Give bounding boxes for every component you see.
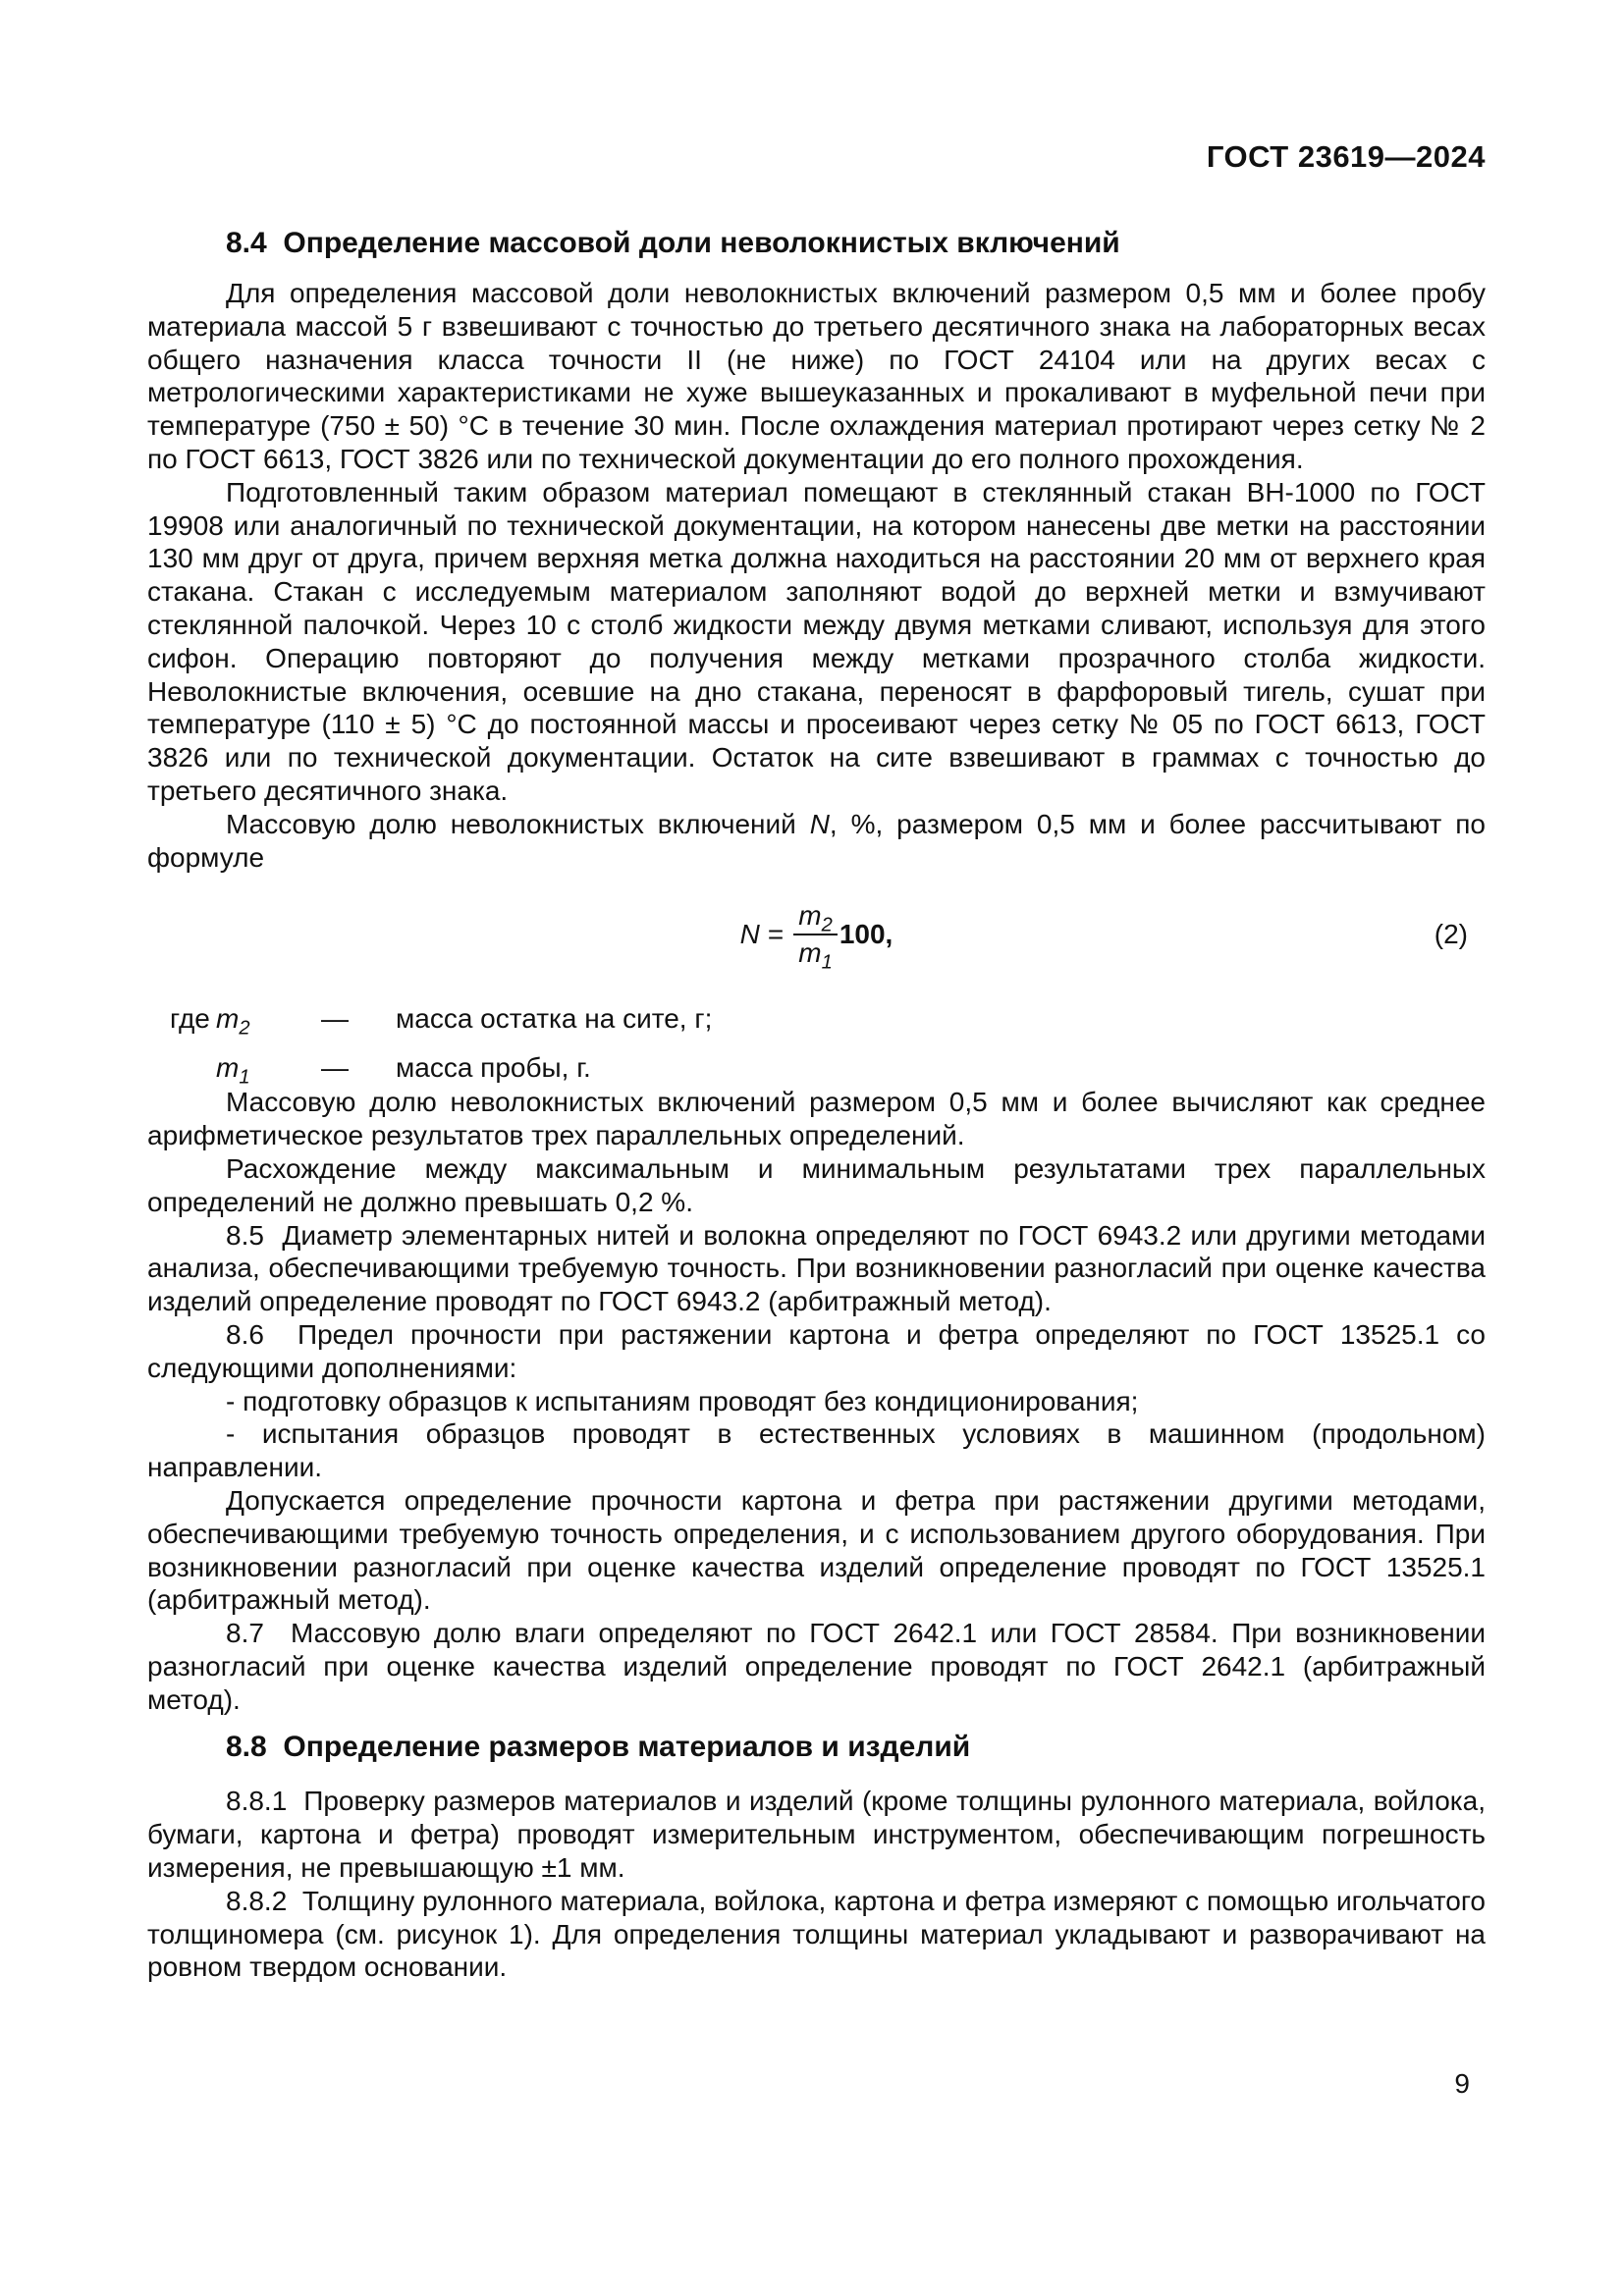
paragraph-8-5: 8.5 Диаметр элементарных нитей и волокна определяют по ГОСТ 6943.2 или другими методами анализа, обеспечивающими требуемую точность. При возникновении разногласий при оценке качества изделий определение проводят по ГОСТ 6943.2 (арбитражный метод). bbox=[147, 1219, 1486, 1317]
formula-intro-text-tail: , %, размером 0,5 мм и более рассчитывают по формуле bbox=[147, 808, 1486, 873]
list-item-machine-direction: - испытания образцов проводят в естественных условиях в машинном (продольном) направлении. bbox=[147, 1418, 1486, 1483]
formula-numerator bbox=[793, 900, 838, 935]
numerator-base: m bbox=[798, 900, 822, 932]
where-term-m2 bbox=[216, 1001, 321, 1040]
where-desc-m2: масса остатка на сите, г; bbox=[396, 1003, 713, 1035]
term-sub-m2: 2 bbox=[239, 1017, 250, 1040]
formula-lhs: N bbox=[739, 919, 760, 950]
page-content bbox=[147, 139, 1486, 1984]
formula-equals: = bbox=[767, 919, 785, 950]
formula-multiplier: 100, bbox=[839, 919, 893, 950]
doc-code-header: ГОСТ 23619—2024 bbox=[1206, 139, 1486, 174]
paragraph-8-7: 8.7 Массовую долю влаги определяют по ГОСТ 2642.1 или ГОСТ 28584. При возникновении разногласий при оценке качества изделий определение проводят по ГОСТ 2642.1 (арбитражный метод). bbox=[147, 1618, 1486, 1715]
where-label: где bbox=[170, 1003, 210, 1035]
where-row-m2 bbox=[170, 1001, 1486, 1040]
term-base-m2: m bbox=[216, 1003, 240, 1035]
paragraph-8-8-1: 8.8.1 Проверку размеров материалов и изделий (кроме толщины рулонного материала, войлока, бумаги, картона и фетра) проводят измерительным инструментом, обеспечивающим погрешность измерения, не превышающую ±1 мм. bbox=[147, 1786, 1486, 1884]
where-dash-m2: — bbox=[321, 1003, 349, 1035]
paragraph-8-4-2: Подготовленный таким образом материал помещают в стеклянный стакан ВН-1000 по ГОСТ 19908 или аналогичный по технической документации, на котором нанесены две метки на расстоянии 130 мм друг от друга, причем верхняя метка должна находиться на расстоянии 20 мм от верхнего края стакана. Стакан с исследуемым материалом заполняют водой до верхней метки и взмучивают стеклянной палочкой. Через 10 с столб жидкости между двумя метками сливают, используя для этого сифон. Операцию повторяют до получения между метками прозрачного столба жидкости. Неволокнистые включения, осевшие на дно стакана, переносят в фарфоровый тигель, сушат при температуре (110 ± 5) °С до постоянной массы и просеивают через сетку № 05 по ГОСТ 6613, ГОСТ 3826 или по технической документации. Остаток на сите взвешивают в граммах с точностью до третьего десятичного знака. bbox=[147, 476, 1486, 806]
paragraph-8-4-3: Массовую долю неволокнистых включений размером 0,5 мм и более вычисляют как среднее арифметическое результатов трех параллельных определений. bbox=[147, 1087, 1486, 1151]
formula-row bbox=[147, 883, 1486, 986]
term-sub-m1: 1 bbox=[239, 1066, 250, 1089]
paragraph-8-8-2: 8.8.2 Толщину рулонного материала, войлока, картона и фетра измеряют с помощью игольчатого толщиномера (см. рисунок 1). Для определения толщины материал укладывают и разворачивают на ровном твердом основании. bbox=[147, 1885, 1486, 1983]
list-item-conditioning: - подготовку образцов к испытаниям проводят без кондиционирования; bbox=[226, 1385, 1139, 1416]
section-heading-8-8: 8.8 Определение размеров материалов и изделий bbox=[226, 1731, 971, 1764]
term-base-m1: m bbox=[216, 1052, 240, 1084]
paragraph-8-4-1: Для определения массовой доли неволокнистых включений размером 0,5 мм и более пробу материала массой 5 г взвешивают с точностью до третьего десятичного знака на лабораторных весах общего назначения класса точности II (не ниже) по ГОСТ 24104 или на других весах с метрологическими характеристиками не хуже вышеуказанных и прокаливают в муфельной печи при температуре (750 ± 50) °С в течение 30 мин. После охлаждения материал протирают через сетку № 2 по ГОСТ 6613, ГОСТ 3826 или по технической документации до его полного прохождения. bbox=[147, 278, 1486, 474]
section-heading-8-4: 8.4 Определение массовой доли неволокнистых включений bbox=[226, 227, 1120, 259]
where-row-m1 bbox=[170, 1050, 1486, 1089]
formula-fraction bbox=[793, 900, 838, 974]
paragraph-8-4-formula-intro bbox=[147, 808, 1486, 875]
paragraph-8-4-4: Расхождение между максимальным и минимальным результатами трех параллельных определений не должно превышать 0,2 %. bbox=[147, 1152, 1486, 1217]
formula-intro-text: Массовую долю неволокнистых включений bbox=[226, 808, 810, 839]
where-list bbox=[147, 1001, 1486, 1089]
formula-intro-variable: N bbox=[809, 808, 830, 839]
denominator-subscript: 1 bbox=[821, 951, 833, 974]
formula-number: (2) bbox=[1434, 919, 1468, 950]
denominator-base: m bbox=[798, 937, 822, 969]
where-desc-m1: масса пробы, г. bbox=[396, 1052, 591, 1084]
paragraph-8-6-allowance: Допускается определение прочности картона и фетра при растяжении другими методами, обеспечивающими требуемую точность определения, и с использованием другого оборудования. При возникновении разногласий при оценке качества изделий определение проводят по ГОСТ 13525.1 (арбитражный метод). bbox=[147, 1484, 1486, 1616]
paragraph-8-6: 8.6 Предел прочности при растяжении картона и фетра определяют по ГОСТ 13525.1 со следующими дополнениями: bbox=[147, 1318, 1486, 1383]
where-dash-m1: — bbox=[321, 1052, 349, 1084]
where-term-m1 bbox=[216, 1050, 321, 1089]
numerator-subscript: 2 bbox=[821, 914, 833, 936]
formula-denominator bbox=[793, 935, 838, 974]
page-number: 9 bbox=[1454, 2068, 1470, 2099]
formula-2 bbox=[739, 900, 893, 974]
